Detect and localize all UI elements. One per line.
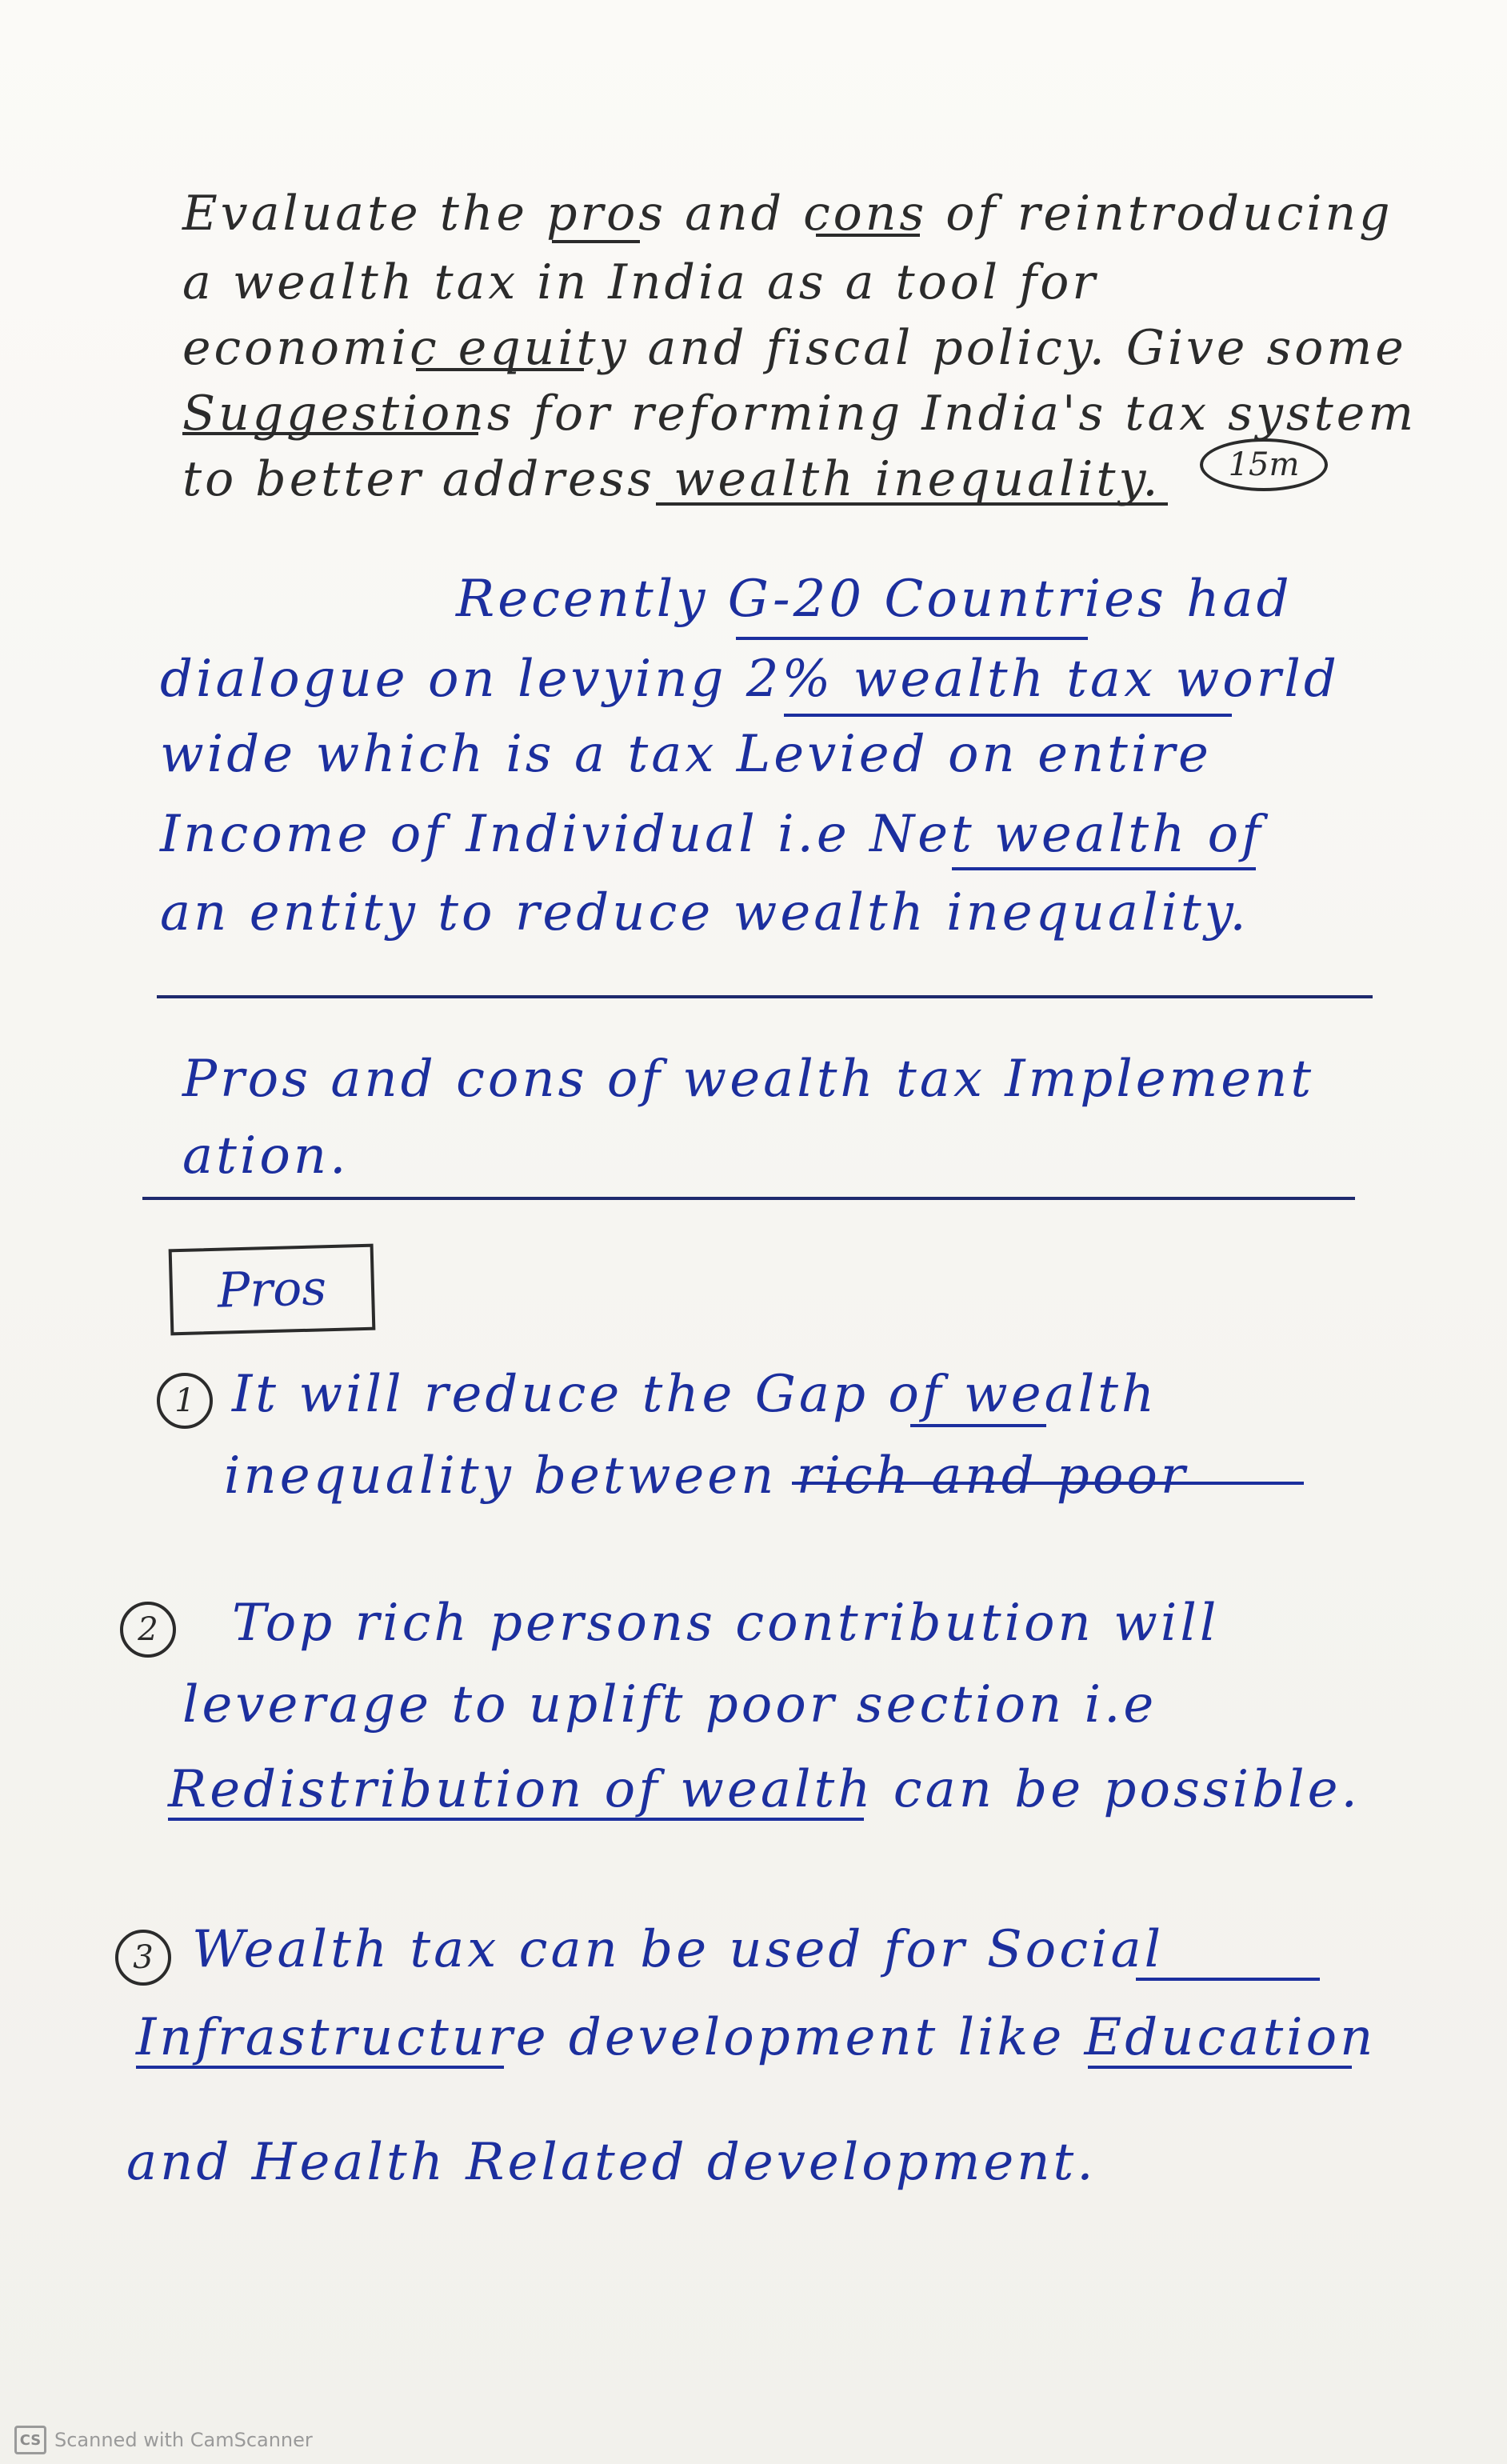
question-line-3: economic equity and fiscal policy. Give some [182,320,1407,376]
intro-line-1: Recently G-20 Countries had [456,570,1293,629]
divider-top [157,995,1373,998]
divider-bottom [142,1197,1355,1200]
point-number-2: 2 [120,1602,176,1658]
point-3-line-3: and Health Related development. [126,2133,1097,2192]
point-2-line-3: Redistribution of wealth can be possible. [168,1760,1361,1819]
heading-line-1: Pros and cons of wealth tax Implement [182,1050,1315,1109]
point-1-line-2: inequality between rich and poor [224,1446,1189,1506]
pros-label-box: Pros [169,1244,376,1336]
intro-line-3: wide which is a tax Levied on entire [160,725,1212,784]
underline-social [1136,1978,1320,1981]
underline-gap [910,1424,1046,1427]
underline-suggestions [182,432,478,435]
question-line-2: a wealth tax in India as a tool for [182,254,1099,310]
question-line-4: Suggestions for reforming India's tax system [182,386,1417,442]
underline-cons [816,234,920,237]
underline-pros [552,240,640,243]
intro-line-4: Income of Individual i.e Net wealth of [160,805,1264,864]
underline-wealth-tax [784,714,1232,717]
point-number-1: 1 [157,1373,213,1429]
underline-infrastructure [136,2066,504,2069]
point-2-line-2: leverage to uplift poor section i.e [182,1675,1157,1734]
underline-redistribution [168,1818,864,1821]
underline-rich-poor [792,1482,1304,1485]
intro-line-2: dialogue on levying 2% wealth tax world [160,650,1340,709]
camscanner-logo: CS [14,2426,46,2454]
marks-badge: 15m [1200,438,1328,491]
underline-wealth-inequality [656,502,1168,506]
underline-equity [416,368,584,371]
underline-g20 [736,637,1088,640]
camscanner-watermark-text: Scanned with CamScanner [54,2429,313,2451]
point-number-3: 3 [115,1930,171,1986]
point-3-line-2: Infrastructure development like Education [136,2008,1377,2067]
intro-line-5: an entity to reduce wealth inequality. [160,883,1249,942]
scanner-footer [0,2416,1507,2464]
underline-net-wealth [952,867,1256,870]
point-2-line-1: Top rich persons contribution will [232,1594,1220,1653]
question-line-1: Evaluate the pros and cons of reintroducing [182,186,1393,242]
point-3-line-1: Wealth tax can be used for Social [192,1920,1165,1979]
underline-education [1088,2066,1352,2069]
heading-line-2: ation. [182,1126,350,1186]
point-1-line-1: It will reduce the Gap of wealth [232,1365,1158,1424]
question-line-5: to better address wealth inequality. [182,451,1161,507]
